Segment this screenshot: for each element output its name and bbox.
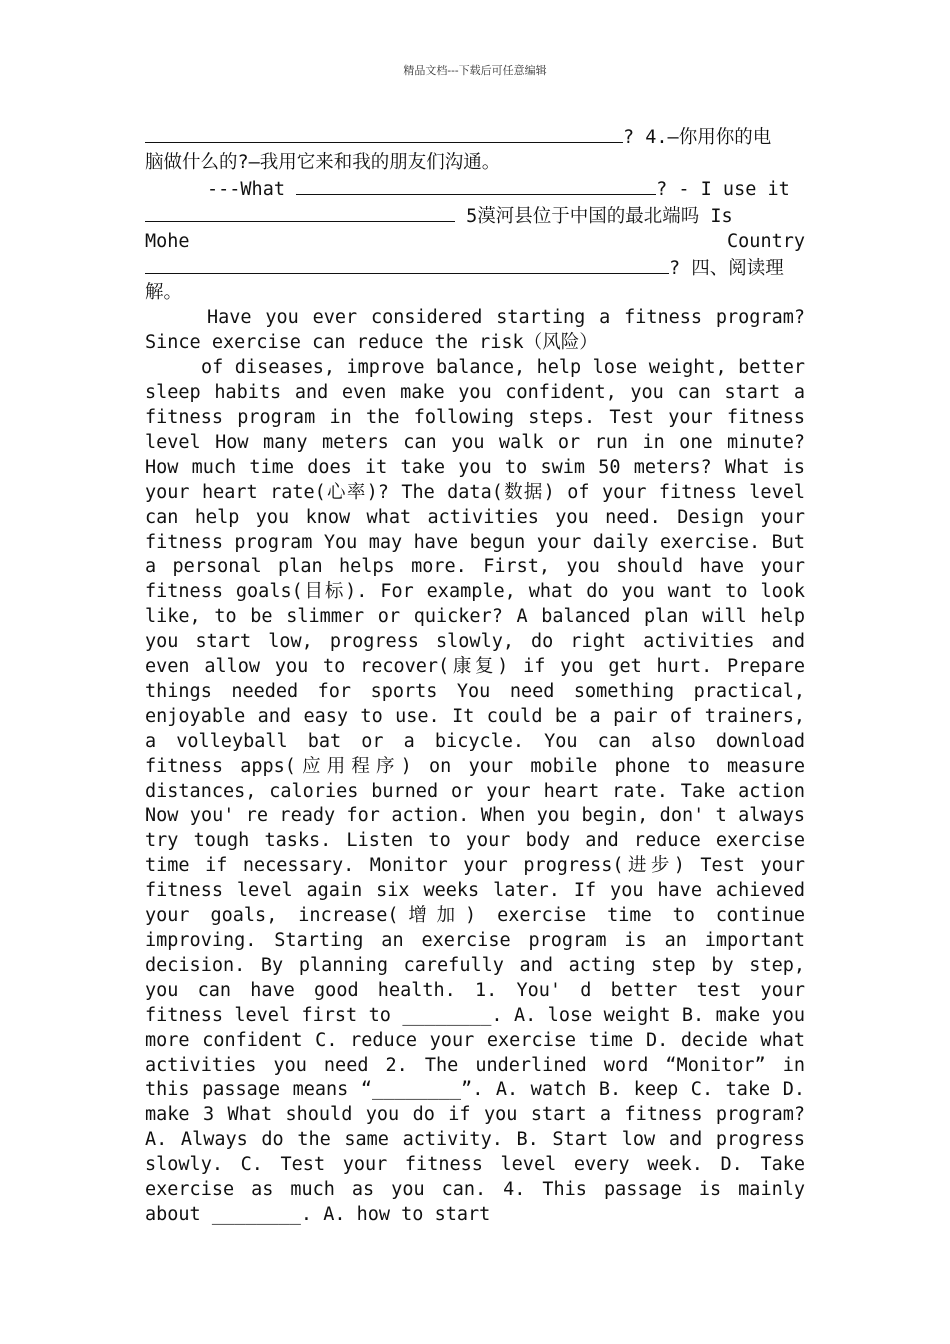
passage-paragraph-2: of diseases, improve balance, help lose weight, better sleep habits and even make you confident, you can start a fitness program in the following steps. Test your fitness level How many meters can you walk or run in one minute? How much time does it take you to swim 50 meters? What is your heart rate(心率)? The data(数据) of your fitness level can help you know what activities you need. Design your fitness program You may have begun your daily exercise. But a personal plan helps more. First, you should have your fitness goals(目标). For example, what do you want to look like, to be slimmer or quicker? A balanced plan will help you start low, progress slowly, do right activities and even allow you to recover(康复) if you get hurt. Prepare things needed for sports You need something practical, enjoyable and easy to use. It could be a pair of trainers, a volleyball bat or a bicycle. You can also download fitness apps(应用程序) on your mobile phone to measure distances, calories burned or your heart rate. Take action Now you' re ready for action. When you begin, don' t always try tough tasks. Listen to your body and reduce exercise time if necessary. Monitor your progress(进步) Test your fitness level again six weeks later. If you have achieved your goals, increase(增加) exercise time to continue improving. Starting an exercise program is an important decision. By planning carefully and acting step by step, you can have good health. 1. You' d better test your fitness level first to ________. A. lose weight B. make you more confident C. reduce your exercise time D. decide what activities you need 2. The underlined word “Monitor” in this passage means “________”. A. watch B. keep C. take D. make 3 What should you do if you start a fitness program? A. Always do the same activity. B. Start low and progress slowly. C. Test your fitness level every week. D. Take exercise as much as you can. 4. This passage is mainly about ________. A. how to start <box>145 357 805 1225</box>
document-body <box>145 124 805 1228</box>
line-5-left: Mohe <box>145 230 190 252</box>
text-line-2: 脑做什么的?—我用它来和我的朋友们沟通。 <box>145 151 501 173</box>
line-4-text: 5漠河县位于中国的最北端吗 Is <box>466 205 733 227</box>
line-6-text: ? 四、阅读理 <box>669 257 784 279</box>
text-line-5 <box>145 230 805 255</box>
line-5-right: Country <box>727 230 805 252</box>
answer-blank <box>145 124 623 143</box>
passage-paragraph-1: Have you ever considered starting a fitness program? Since exercise can reduce the risk（风险） <box>145 307 805 354</box>
text-line-1 <box>145 124 805 151</box>
answer-blank <box>296 176 656 195</box>
line-1-text: ? 4.—你用你的电 <box>623 127 772 148</box>
text-line-3 <box>145 176 805 203</box>
text-line-4 <box>145 203 805 230</box>
page-header: 精品文档---下载后可任意编辑 <box>403 64 547 77</box>
line-3-head: ---What <box>207 178 285 200</box>
text-line-7: 解。 <box>145 282 183 304</box>
line-3-tail: ? - I use it <box>656 178 790 200</box>
text-line-6 <box>145 255 805 282</box>
answer-blank <box>145 255 669 274</box>
answer-blank <box>145 203 455 222</box>
